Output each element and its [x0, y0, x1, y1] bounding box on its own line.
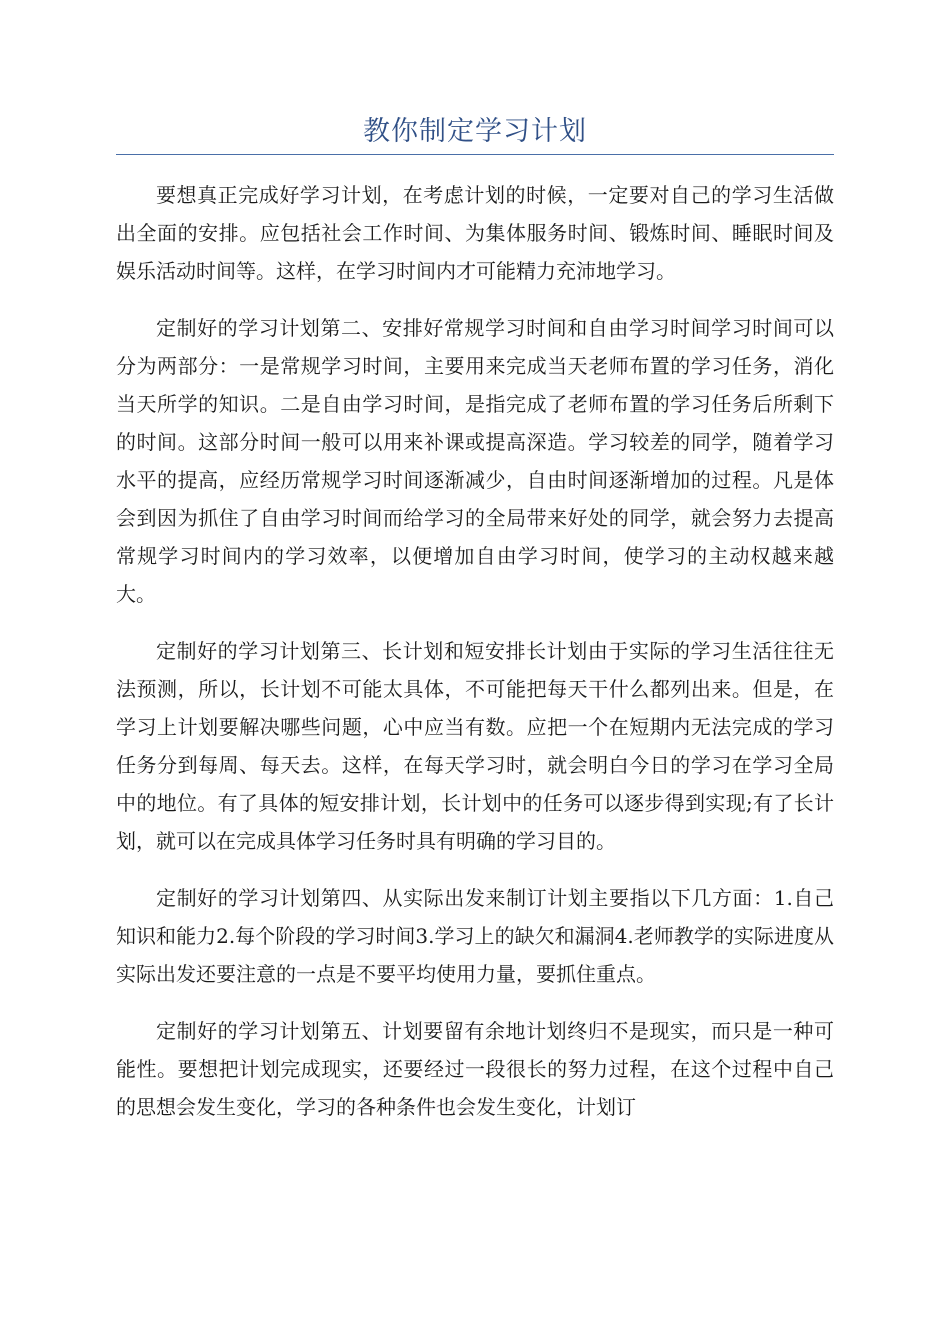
paragraph: 要想真正完成好学习计划，在考虑计划的时候，一定要对自己的学习生活做出全面的安排。应包括社会工作时间、为集体服务时间、锻炼时间、睡眠时间及娱乐活动时间等。这样，在学习时间内才可能精力充沛地学习。 — [116, 183, 834, 283]
paragraph: 定制好的学习计划第四、从实际出发来制订计划主要指以下几方面：1.自己知识和能力2.每个阶段的学习时间3.学习上的缺欠和漏洞4.老师教学的实际进度从实际出发还要注意的一点是不要平均使用力量，要抓住重点。 — [116, 886, 834, 986]
title-underline — [116, 154, 834, 155]
document-title: 教你制定学习计划 — [363, 116, 587, 147]
paragraph: 定制好的学习计划第二、安排好常规学习时间和自由学习时间学习时间可以分为两部分：一是常规学习时间，主要用来完成当天老师布置的学习任务，消化当天所学的知识。二是自由学习时间，是指完成了老师布置的学习任务后所剩下的时间。这部分时间一般可以用来补课或提高深造。学习较差的同学，随着学习水平的提高，应经历常规学习时间逐渐减少，自由时间逐渐增加的过程。凡是体会到因为抓住了自由学习时间而给学习的全局带来好处的同学，就会努力去提高常规学习时间内的学习效率，以便增加自由学习时间，使学习的主动权越来越大。 — [116, 316, 834, 606]
paragraph: 定制好的学习计划第五、计划要留有余地计划终归不是现实，而只是一种可能性。要想把计划完成现实，还要经过一段很长的努力过程，在这个过程中自己的思想会发生变化，学习的各种条件也会发生变化，计划订 — [116, 1019, 834, 1119]
paragraph: 定制好的学习计划第三、长计划和短安排长计划由于实际的学习生活往往无法预测，所以，长计划不可能太具体，不可能把每天干什么都列出来。但是，在学习上计划要解决哪些问题，心中应当有数。应把一个在短期内无法完成的学习任务分到每周、每天去。这样，在每天学习时，就会明白今日的学习在学习全局中的地位。有了具体的短安排计划，长计划中的任务可以逐步得到实现;有了长计划，就可以在完成具体学习任务时具有明确的学习目的。 — [116, 639, 834, 853]
document-body — [116, 176, 834, 1145]
